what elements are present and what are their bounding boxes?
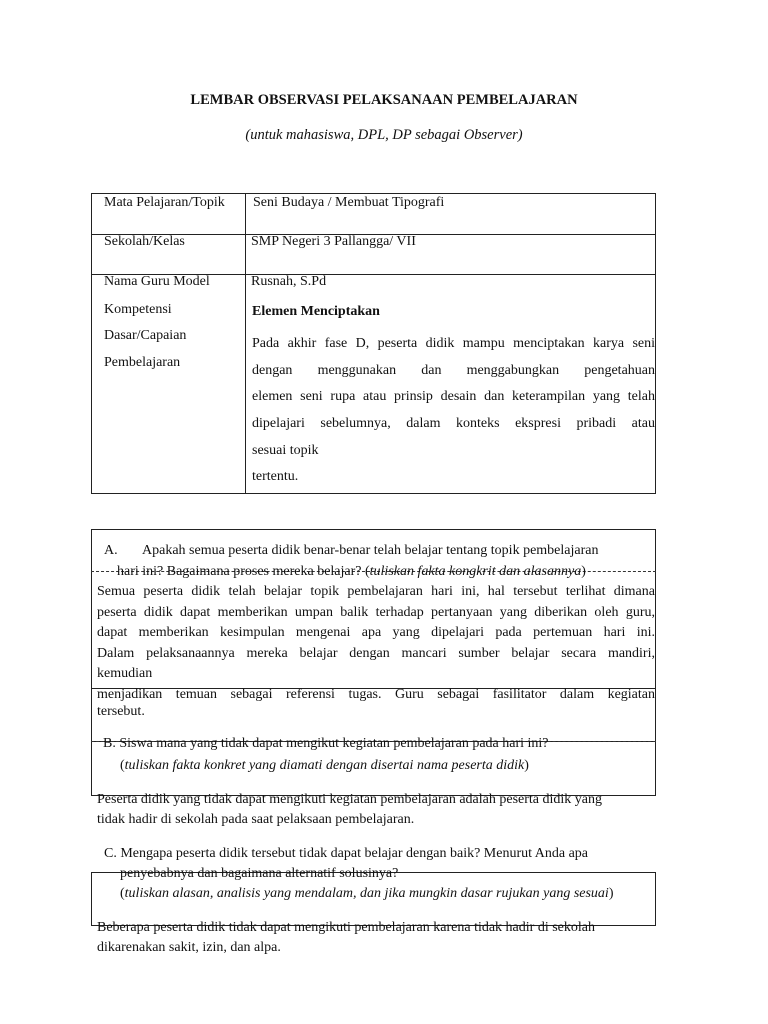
kompetensi-label: Dasar/Capaian [104,328,187,343]
section-a-answer-line: dapat memberikan kesimpulan mengenai apa yang dipelajari pada pertemuan hari ini. [97,625,655,640]
section-b-question: B. Siswa mana yang tidak dapat mengikut kegiatan pembelajaran pada hari ini? [103,736,549,751]
section-a-answer-line: Semua peserta didik telah belajar topik pembelajaran hari ini, hal tersebut terlihat dimana [97,584,655,599]
info-table-column-divider [245,193,246,494]
section-a-answer-line: tersebut. [97,704,145,719]
section-b-question-hint: (tuliskan fakta konkret yang diamati dengan disertai nama peserta didik) [120,758,529,773]
kompetensi-text-line: dipelajari sebelumnya, dalam konteks ekspresi pribadi atau [252,416,655,431]
section-a-answer-line: kemudian [97,666,153,681]
kompetensi-text-line: Pada akhir fase D, peserta didik mampu menciptakan karya seni [252,336,655,351]
guru-value: Rusnah, S.Pd [251,274,327,289]
kompetensi-label: Kompetensi [104,302,172,317]
kompetensi-heading: Elemen Menciptakan [252,304,380,319]
section-a-question-cont: hari ini? Bagaimana proses mereka belajar? (tuliskan fakta kongkrit dan alasannya) [117,564,586,579]
section-a-question: Apakah semua peserta didik benar-benar telah belajar tentang topik pembelajaran [142,543,599,558]
section-c-question-hint: (tuliskan alasan, analisis yang mendalam, dan jika mungkin dasar rujukan yang sesuai) [120,886,614,901]
section-a-answer-line: peserta didik dapat memberikan umpan balik terhadap pertanyaan yang diberikan oleh guru, [97,605,655,620]
section-a-marker: A. [104,543,118,558]
kompetensi-label: Pembelajaran [104,355,181,370]
kompetensi-text-line: tertentu. [252,469,299,484]
sekolah-label: Sekolah/Kelas [104,234,185,249]
section-a-answer-line: Dalam pelaksanaannya mereka belajar dengan mancari sumber belajar secara mandiri, [97,646,655,661]
guru-label: Nama Guru Model [104,274,210,289]
kompetensi-text-line: dengan menggunakan dan menggabungkan pengetahuan [252,363,655,378]
kompetensi-text-line: sesuai topik [252,443,319,458]
section-a-answer-line: menjadikan temuan sebagai referensi tugas. Guru sebagai fasilitator dalam kegiatan [97,687,655,702]
page-title: LEMBAR OBSERVASI PELAKSANAAN PEMBELAJARAN [190,92,578,108]
kompetensi-text-line: elemen seni rupa atau prinsip desain dan keterampilan yang telah [252,389,655,404]
mapel-value: Seni Budaya / Membuat Tipografi [253,195,445,210]
mapel-label: Mata Pelajaran/Topik [104,195,225,210]
section-c-answer-line: Beberapa peserta didik tidak dapat mengikuti pembelajaran karena tidak hadir di sekolah [97,920,595,935]
page-subtitle: (untuk mahasiswa, DPL, DP sebagai Observer) [245,127,523,143]
section-c-question-cont: penyebabnya dan bagaimana alternatif solusinya? [120,866,399,881]
section-c-answer-line: dikarenakan sakit, izin, dan alpa. [97,940,281,955]
section-b-answer-line: tidak hadir di sekolah pada saat pelaksaan pembelajaran. [97,812,415,827]
section-b-answer-line: Peserta didik yang tidak dapat mengikuti kegiatan pembelajaran adalah peserta didik yang [97,792,602,807]
sekolah-value: SMP Negeri 3 Pallangga/ VII [251,234,416,249]
section-c-question: C. Mengapa peserta didik tersebut tidak dapat belajar dengan baik? Menurut Anda apa [104,846,588,861]
